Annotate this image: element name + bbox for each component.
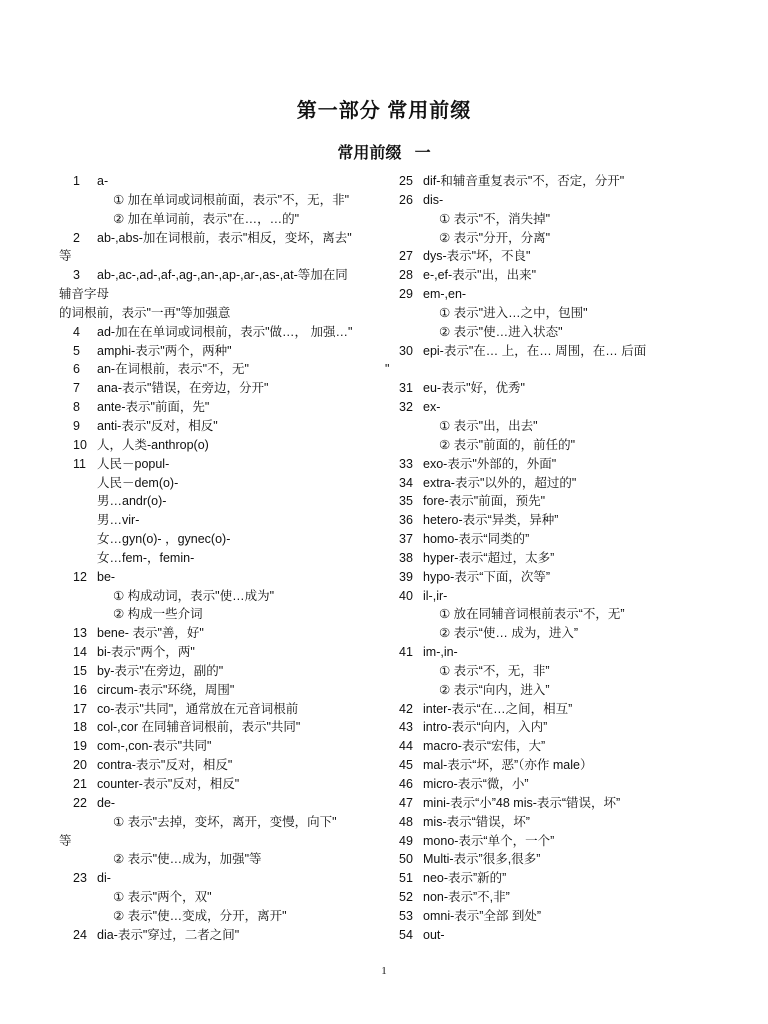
entry-text: by-表示"在旁边，副的" xyxy=(97,663,224,678)
prefix-entry xyxy=(399,813,729,832)
entry-text: em-,en- xyxy=(423,287,467,302)
entry-text: homo-表示“同类的” xyxy=(423,532,530,547)
entry-text: dys-表示"坏，不良" xyxy=(423,249,531,264)
entry-number: 43 xyxy=(399,720,413,735)
prefix-entry xyxy=(73,360,423,379)
entry-number: 8 xyxy=(73,400,80,415)
prefix-entry xyxy=(399,643,729,662)
entry-number: 53 xyxy=(399,908,413,923)
entry-text: ab-,abs-加在词根前，表示"相反，变坏，离去" xyxy=(97,230,352,245)
sub-item: ② 构成一些介词 xyxy=(113,607,203,622)
prefix-entry xyxy=(73,718,423,737)
entry-number: 50 xyxy=(399,852,413,867)
prefix-entry xyxy=(399,568,729,587)
entry-number: 3 xyxy=(73,268,80,283)
entry-number: 19 xyxy=(73,739,87,754)
entry-text: dif-和辅音重复表示"不，否定，分开" xyxy=(423,174,625,188)
entry-number: 24 xyxy=(73,927,87,942)
prefix-entry xyxy=(73,417,423,436)
entry-number: 22 xyxy=(73,795,87,810)
entry-number: 9 xyxy=(73,418,80,433)
entry-number: 40 xyxy=(399,588,413,603)
entry-number: 10 xyxy=(73,437,87,452)
prefix-entry xyxy=(73,229,423,248)
entry-number: 47 xyxy=(399,795,413,810)
sub-item: 人民－dem(o)- xyxy=(97,475,179,490)
prefix-entry xyxy=(399,907,729,926)
entry-number: 30 xyxy=(399,343,413,358)
sub-item: ① 构成动词，表示"使…成为" xyxy=(113,588,275,603)
entry-number: 42 xyxy=(399,701,413,716)
sub-item: ② 表示"前面的，前任的" xyxy=(439,437,576,452)
entry-text: Multi-表示”很多,很多” xyxy=(423,852,541,867)
prefix-entry xyxy=(399,398,729,417)
entry-number: 13 xyxy=(73,626,87,641)
entry-text: mono-表示“单个，一个” xyxy=(423,833,555,848)
entry-text: ante-表示"前面，先" xyxy=(97,400,210,415)
entry-text: 人民－popul- xyxy=(97,456,170,471)
entry-text: il-,ir- xyxy=(423,588,448,603)
prefix-entry xyxy=(73,700,423,719)
sub-item: ① 放在同辅音词根前表示“不，无” xyxy=(439,607,625,622)
prefix-entry xyxy=(73,662,423,681)
entry-text: 人，人类-anthrop(o) xyxy=(97,437,209,452)
entry-text: out- xyxy=(423,927,445,942)
prefix-entry xyxy=(73,455,423,474)
sub-item: ① 表示"两个，双" xyxy=(113,890,212,905)
entry-text: ad-加在在单词或词根前，表示"做…， 加强…" xyxy=(97,324,353,339)
entry-continuation: 等 xyxy=(59,249,72,264)
entry-text: a- xyxy=(97,174,109,188)
prefix-entry xyxy=(399,191,729,210)
entry-text: com-,con-表示"共同" xyxy=(97,739,212,754)
entry-text: counter-表示"反对，相反" xyxy=(97,777,240,791)
prefix-entry xyxy=(399,455,729,474)
entry-number: 39 xyxy=(399,569,413,584)
entry-number: 14 xyxy=(73,645,87,660)
entry-text: mal-表示“坏，恶”（亦作 male） xyxy=(423,758,593,773)
entry-number: 7 xyxy=(73,381,80,396)
entry-text: co-表示"共同"，通常放在元音词根前 xyxy=(97,701,299,716)
entry-number: 2 xyxy=(73,230,80,245)
prefix-entry xyxy=(73,794,423,813)
entry-text: extra-表示"以外的，超过的" xyxy=(423,475,577,490)
prefix-entry xyxy=(399,549,729,568)
entry-number: 48 xyxy=(399,814,413,829)
entry-number: 31 xyxy=(399,381,413,396)
entry-text: epi-表示"在… 上，在… 周围，在… 后面 xyxy=(423,343,647,358)
prefix-entry xyxy=(399,247,729,266)
entry-text: fore-表示"前面，预先" xyxy=(423,494,546,509)
entry-number: 38 xyxy=(399,550,413,565)
entry-number: 15 xyxy=(73,663,87,678)
entry-text: eu-表示"好，优秀" xyxy=(423,381,525,396)
sub-item: ② 表示“向内，进入” xyxy=(439,682,550,697)
prefix-entry xyxy=(73,323,423,342)
prefix-entry xyxy=(399,850,729,869)
entry-number: 6 xyxy=(73,362,80,377)
entry-number: 29 xyxy=(399,287,413,302)
left-column xyxy=(59,172,423,945)
entry-text: im-,in- xyxy=(423,645,458,660)
entry-number: 46 xyxy=(399,777,413,791)
entry-number: 51 xyxy=(399,871,413,886)
entry-text: exo-表示"外部的，外面" xyxy=(423,456,557,471)
entry-number: 11 xyxy=(73,456,86,471)
prefix-entry xyxy=(399,266,729,285)
entry-number: 34 xyxy=(399,475,413,490)
entry-text: an-在词根前，表示"不，无" xyxy=(97,362,249,377)
prefix-entry xyxy=(399,172,729,191)
entry-text: omni-表示”全部 到处” xyxy=(423,908,542,923)
entry-number: 44 xyxy=(399,739,413,754)
entry-number: 20 xyxy=(73,758,87,773)
sub-item: ② 加在单词前，表示"在…，…的" xyxy=(113,211,300,226)
entry-text: micro-表示“微，小” xyxy=(423,777,529,791)
prefix-entry xyxy=(399,511,729,530)
entry-text: amphi-表示"两个，两种" xyxy=(97,343,232,358)
entry-number: 4 xyxy=(73,324,80,339)
prefix-entry xyxy=(399,888,729,907)
entry-number: 45 xyxy=(399,758,413,773)
entry-text: ex- xyxy=(423,400,441,415)
prefix-entry xyxy=(73,926,423,945)
entry-text: de- xyxy=(97,795,116,810)
sub-item: ① 表示"出，出去" xyxy=(439,418,538,433)
entry-text: mis-表示“错误，坏” xyxy=(423,814,530,829)
entry-text: dis- xyxy=(423,192,444,207)
prefix-entry xyxy=(73,266,423,285)
entry-number: 37 xyxy=(399,532,413,547)
prefix-entry xyxy=(399,492,729,511)
prefix-entry xyxy=(73,342,423,361)
entry-number: 33 xyxy=(399,456,413,471)
sub-item: ② 表示"使…变成，分开，离开" xyxy=(113,908,287,923)
prefix-entry xyxy=(73,379,423,398)
entry-text: anti-表示"反对，相反" xyxy=(97,418,218,433)
prefix-entry xyxy=(73,869,423,888)
prefix-entry xyxy=(399,832,729,851)
entry-number: 32 xyxy=(399,400,413,415)
entry-number: 12 xyxy=(73,569,87,584)
entry-number: 17 xyxy=(73,701,87,716)
entry-text: circum-表示"环绕，周围" xyxy=(97,682,235,697)
entry-number: 16 xyxy=(73,682,87,697)
prefix-entry xyxy=(73,172,423,191)
prefix-entry xyxy=(399,474,729,493)
entry-text: non-表示”不,非” xyxy=(423,890,510,905)
section-subtitle: 常用前缀 一 xyxy=(337,145,431,162)
entry-text: di- xyxy=(97,871,111,886)
entry-number: 25 xyxy=(399,174,413,188)
sub-item: ② 表示"使…进入状态" xyxy=(439,324,563,339)
right-column xyxy=(385,172,729,945)
entry-number: 1 xyxy=(73,174,80,188)
entry-text: ab-,ac-,ad-,af-,ag-,an-,ap-,ar-,as-,at-等加在同 xyxy=(97,268,348,283)
entry-text: ana-表示"错误，在旁边，分开" xyxy=(97,381,269,396)
entry-number: 18 xyxy=(73,720,87,735)
entry-text: hyper-表示“超过，太多” xyxy=(423,550,555,565)
entry-number: 21 xyxy=(73,777,87,791)
prefix-entry xyxy=(399,737,729,756)
entry-number: 27 xyxy=(399,249,413,264)
prefix-entry xyxy=(399,285,729,304)
entry-number: 5 xyxy=(73,343,80,358)
sub-item: ① 表示"去掉，变坏，离开，变慢，向下" xyxy=(113,814,337,829)
entry-number: 49 xyxy=(399,833,413,848)
entry-number: 23 xyxy=(73,871,87,886)
sub-item: 男…andr(o)- xyxy=(97,494,167,509)
prefix-entry xyxy=(399,756,729,775)
sub-item: ① 表示"不，消失掉" xyxy=(439,211,551,226)
entry-number: 52 xyxy=(399,890,413,905)
entry-text: col-,cor 在同辅音词根前，表示"共同" xyxy=(97,720,301,735)
prefix-entry xyxy=(399,700,729,719)
prefix-entry xyxy=(73,436,423,455)
prefix-entry xyxy=(399,379,729,398)
page-title: 第一部分 常用前缀 xyxy=(296,100,472,122)
entry-text: intro-表示“向内，入内” xyxy=(423,720,548,735)
prefix-entry xyxy=(399,718,729,737)
prefix-entry xyxy=(73,756,423,775)
entry-text: hetero-表示“异类，异种” xyxy=(423,513,559,528)
entry-text: hypo-表示“下面，次等” xyxy=(423,569,551,584)
prefix-entry xyxy=(399,926,729,945)
sub-item: ① 表示"进入…之中，包围" xyxy=(439,305,588,320)
prefix-entry xyxy=(399,775,729,794)
entry-number: 28 xyxy=(399,268,413,283)
prefix-entry xyxy=(73,624,423,643)
prefix-entry xyxy=(73,568,423,587)
entry-text: bi-表示"两个，两" xyxy=(97,645,195,660)
sub-item: ① 表示“不，无，非” xyxy=(439,663,550,678)
prefix-entry xyxy=(399,530,729,549)
sub-item: 女…fem-，femin- xyxy=(97,550,195,565)
entry-number: 36 xyxy=(399,513,413,528)
sub-item: ② 表示"使…成为，加强"等 xyxy=(113,852,262,867)
prefix-entry xyxy=(73,643,423,662)
entry-number: 41 xyxy=(399,645,413,660)
entry-number: 54 xyxy=(399,927,413,942)
prefix-entry xyxy=(73,737,423,756)
prefix-entry xyxy=(399,794,729,813)
entry-text: macro-表示“宏伟，大” xyxy=(423,739,546,754)
entry-text: be- xyxy=(97,569,116,584)
entry-continuation: 的词根前，表示"一再"等加强意 xyxy=(59,305,231,320)
prefix-entry xyxy=(73,681,423,700)
sub-item: ② 表示"分开，分离" xyxy=(439,230,551,245)
page-number: 1 xyxy=(381,965,387,977)
entry-text: neo-表示”新的” xyxy=(423,871,507,886)
prefix-entry xyxy=(399,869,729,888)
entry-continuation: 辅音字母 xyxy=(59,287,110,302)
entry-continuation: 等 xyxy=(59,833,72,848)
entry-text: dia-表示"穿过，二者之间" xyxy=(97,927,240,942)
entry-continuation: " xyxy=(385,362,390,377)
entry-number: 35 xyxy=(399,494,413,509)
entry-number: 26 xyxy=(399,192,413,207)
entry-text: e-,ef-表示"出，出来" xyxy=(423,268,537,283)
prefix-entry xyxy=(399,342,729,361)
sub-item: 女…gyn(o)- ，gynec(o)- xyxy=(97,532,231,547)
prefix-entry xyxy=(73,398,423,417)
prefix-entry xyxy=(73,775,423,794)
entry-text: bene- 表示"善，好" xyxy=(97,626,204,641)
sub-item: ① 加在单词或词根前面，表示"不，无，非" xyxy=(113,192,350,207)
prefix-entry xyxy=(399,587,729,606)
entry-text: mini-表示“小”48 mis-表示“错误，坏” xyxy=(423,795,621,810)
entry-text: inter-表示“在…之间，相互” xyxy=(423,701,573,716)
sub-item: 男…vir- xyxy=(97,513,140,528)
sub-item: ② 表示“使… 成为，进入” xyxy=(439,626,578,641)
entry-text: contra-表示"反对，相反" xyxy=(97,758,233,773)
